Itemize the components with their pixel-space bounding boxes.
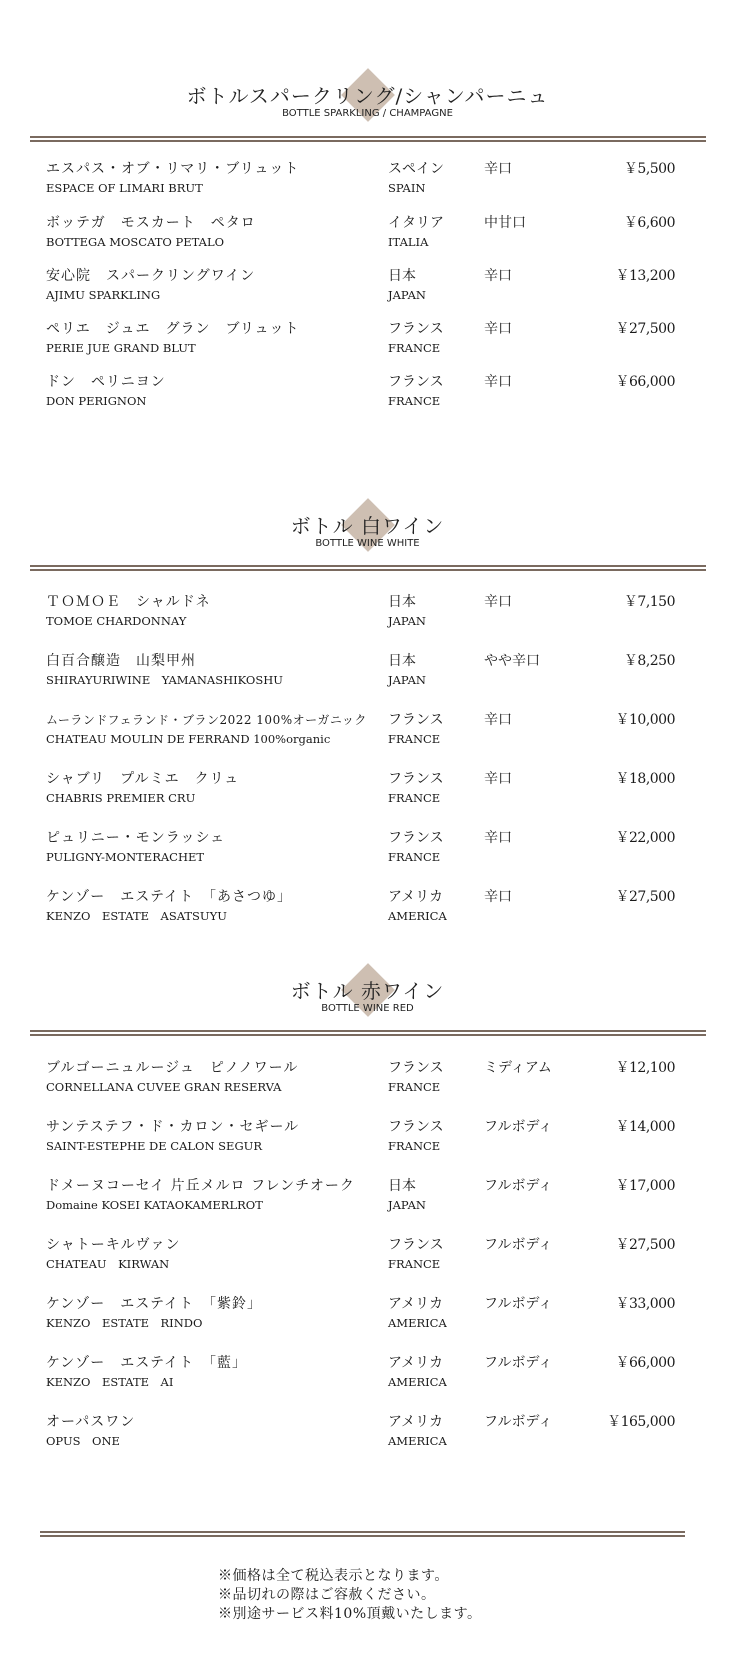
menu-row — [0, 373, 735, 417]
wine-name-en: Domaine KOSEI KATAOKAMERLROT — [46, 1198, 263, 1212]
menu-row — [0, 214, 735, 258]
section-title-en: BOTTLE SPARKLING / CHAMPAGNE — [282, 108, 453, 119]
price: ￥10,000 — [615, 712, 675, 728]
wine-name-en: DON PERIGNON — [46, 394, 147, 408]
country-en: JAPAN — [388, 288, 426, 302]
country-jp: 日本 — [388, 653, 416, 669]
taste: フルボディ — [484, 1414, 553, 1430]
country-jp: 日本 — [388, 268, 416, 284]
menu-row — [0, 593, 735, 637]
section-title-jp: ボトルスパークリング/シャンパーニュ — [186, 84, 549, 108]
wine-name-en: OPUS ONE — [46, 1434, 120, 1448]
wine-name-jp: シャブリ プルミエ クリュ — [46, 771, 240, 787]
price: ￥7,150 — [623, 594, 675, 610]
price: ￥66,000 — [615, 1355, 675, 1371]
taste: 辛口 — [484, 321, 512, 337]
wine-name-jp: 安心院 スパークリングワイン — [46, 268, 256, 284]
note-service-charge: ※別途サービス料10%頂戴いたします。 — [218, 1606, 482, 1622]
country-jp: スペイン — [388, 161, 444, 177]
wine-name-en: BOTTEGA MOSCATO PETALO — [46, 235, 225, 249]
taste: 辛口 — [484, 771, 512, 787]
country-en: FRANCE — [388, 1257, 441, 1271]
section-sparkling — [0, 70, 735, 130]
country-en: JAPAN — [388, 614, 426, 628]
taste: 辛口 — [484, 161, 512, 177]
country-en: SPAIN — [388, 181, 426, 195]
country-en: FRANCE — [388, 791, 441, 805]
wine-name-en: AJIMU SPARKLING — [46, 288, 161, 302]
section-title-en: BOTTLE WINE RED — [321, 1003, 414, 1014]
wine-name-jp: オーパスワン — [46, 1414, 136, 1430]
note-tax: ※価格は全て税込表示となります。 — [218, 1568, 449, 1584]
wine-name-jp: ブルゴーニュルージュ ピノノワール — [46, 1060, 299, 1076]
wine-name-jp: ドメーヌコーセイ 片丘メルロ フレンチオーク — [46, 1178, 355, 1194]
taste: ミディアム — [484, 1060, 552, 1076]
menu-row — [0, 770, 735, 814]
country-jp: アメリカ — [388, 1414, 444, 1430]
price: ￥27,500 — [615, 889, 675, 905]
country-jp: フランス — [388, 712, 444, 728]
wine-name-jp: ボッテガ モスカート ペタロ — [46, 215, 256, 231]
country-en: FRANCE — [388, 394, 441, 408]
menu-row — [0, 1118, 735, 1162]
section-divider — [30, 1030, 706, 1036]
taste: 辛口 — [484, 268, 512, 284]
wine-name-en: KENZO ESTATE ASATSUYU — [46, 909, 227, 923]
price: ￥33,000 — [615, 1296, 675, 1312]
taste: フルボディ — [484, 1296, 553, 1312]
menu-row — [0, 160, 735, 204]
menu-row — [0, 1059, 735, 1103]
menu-row — [0, 1295, 735, 1339]
wine-name-en: KENZO ESTATE RINDO — [46, 1316, 203, 1330]
taste: フルボディ — [484, 1119, 553, 1135]
taste: 辛口 — [484, 594, 512, 610]
price: ￥17,000 — [615, 1178, 675, 1194]
wine-name-en: PERIE JUE GRAND BLUT — [46, 341, 196, 355]
section-title-jp: ボトル 白ワイン — [290, 514, 445, 538]
country-en: FRANCE — [388, 1080, 441, 1094]
wine-name-jp: ＴＯＭＯＥ シャルドネ — [46, 594, 211, 610]
country-jp: 日本 — [388, 594, 416, 610]
footer-divider — [40, 1531, 685, 1537]
wine-name-jp: シャトーキルヴァン — [46, 1237, 181, 1253]
wine-name-en: PULIGNY-MONTERACHET — [46, 850, 205, 864]
section-divider — [30, 565, 706, 571]
wine-name-jp: ピュリニー・モンラッシェ — [46, 830, 226, 846]
country-jp: フランス — [388, 1119, 444, 1135]
section-red-wine — [0, 965, 735, 1025]
wine-name-en: ESPACE OF LIMARI BRUT — [46, 181, 203, 195]
section-white-wine — [0, 500, 735, 560]
taste: やや辛口 — [484, 653, 540, 669]
menu-row — [0, 267, 735, 311]
wine-name-jp: ケンゾー エステイト 「藍」 — [46, 1355, 248, 1371]
price: ￥6,600 — [623, 215, 675, 231]
price: ￥13,200 — [615, 268, 675, 284]
menu-row — [0, 829, 735, 873]
menu-row — [0, 1177, 735, 1221]
wine-name-en: TOMOE CHARDONNAY — [46, 614, 187, 628]
country-jp: 日本 — [388, 1178, 416, 1194]
taste: 辛口 — [484, 712, 512, 728]
country-jp: フランス — [388, 771, 444, 787]
section-header — [0, 70, 735, 130]
wine-name-jp: ドン ペリニヨン — [46, 374, 166, 390]
country-en: AMERICA — [388, 1434, 447, 1448]
taste: 辛口 — [484, 830, 512, 846]
menu-row — [0, 1413, 735, 1457]
country-jp: フランス — [388, 830, 444, 846]
country-en: FRANCE — [388, 732, 441, 746]
price: ￥22,000 — [615, 830, 675, 846]
price: ￥5,500 — [623, 161, 675, 177]
section-title-en: BOTTLE WINE WHITE — [315, 538, 420, 549]
price: ￥165,000 — [607, 1414, 675, 1430]
country-en: JAPAN — [388, 673, 426, 687]
wine-name-en: CHABRIS PREMIER CRU — [46, 791, 196, 805]
country-jp: イタリア — [388, 215, 444, 231]
section-title-jp: ボトル 赤ワイン — [290, 979, 445, 1003]
country-jp: フランス — [388, 321, 444, 337]
country-en: AMERICA — [388, 909, 447, 923]
price: ￥66,000 — [615, 374, 675, 390]
price: ￥27,500 — [615, 1237, 675, 1253]
price: ￥12,100 — [615, 1060, 675, 1076]
wine-name-en: CHATEAU KIRWAN — [46, 1257, 170, 1271]
country-en: AMERICA — [388, 1375, 447, 1389]
price: ￥8,250 — [623, 653, 675, 669]
taste: 辛口 — [484, 374, 512, 390]
taste: フルボディ — [484, 1355, 553, 1371]
price: ￥14,000 — [615, 1119, 675, 1135]
wine-name-en: CHATEAU MOULIN DE FERRAND 100%organic — [46, 732, 331, 746]
wine-name-en: SAINT-ESTEPHE DE CALON SEGUR — [46, 1139, 262, 1153]
menu-row — [0, 888, 735, 932]
wine-name-jp: ケンゾー エステイト 「紫鈴」 — [46, 1296, 263, 1312]
price: ￥18,000 — [615, 771, 675, 787]
section-divider — [30, 136, 706, 142]
menu-row — [0, 711, 735, 755]
country-en: FRANCE — [388, 1139, 441, 1153]
footer-notes — [218, 1567, 482, 1624]
note-sold-out: ※品切れの際はご容赦ください。 — [218, 1587, 436, 1603]
wine-name-jp: ケンゾー エステイト 「あさつゆ」 — [46, 889, 293, 905]
taste: フルボディ — [484, 1178, 553, 1194]
section-header — [0, 965, 735, 1025]
country-jp: フランス — [388, 374, 444, 390]
wine-name-en: CORNELLANA CUVEE GRAN RESERVA — [46, 1080, 282, 1094]
wine-name-jp: エスパス・オブ・リマリ・ブリュット — [46, 161, 300, 177]
menu-row — [0, 1354, 735, 1398]
wine-name-jp: ペリエ ジュエ グラン ブリュット — [46, 321, 300, 337]
country-en: JAPAN — [388, 1198, 426, 1212]
wine-name-jp: ムーランドフェランド・ブラン2022 100%オーガニック — [46, 713, 367, 727]
menu-row — [0, 652, 735, 696]
wine-name-en: SHIRAYURIWINE YAMANASHIKOSHU — [46, 673, 283, 687]
country-en: FRANCE — [388, 341, 441, 355]
country-jp: アメリカ — [388, 889, 444, 905]
country-jp: アメリカ — [388, 1296, 444, 1312]
section-header — [0, 500, 735, 560]
price: ￥27,500 — [615, 321, 675, 337]
country-jp: フランス — [388, 1237, 444, 1253]
country-en: ITALIA — [388, 235, 429, 249]
taste: 辛口 — [484, 889, 512, 905]
taste: フルボディ — [484, 1237, 553, 1253]
wine-name-jp: サンテステフ・ド・カロン・セギール — [46, 1119, 300, 1135]
country-en: AMERICA — [388, 1316, 447, 1330]
menu-row — [0, 1236, 735, 1280]
wine-name-en: KENZO ESTATE AI — [46, 1375, 174, 1389]
taste: 中甘口 — [484, 215, 526, 231]
country-en: FRANCE — [388, 850, 441, 864]
menu-row — [0, 320, 735, 364]
wine-name-jp: 白百合醸造 山梨甲州 — [46, 653, 196, 669]
country-jp: フランス — [388, 1060, 444, 1076]
country-jp: アメリカ — [388, 1355, 444, 1371]
